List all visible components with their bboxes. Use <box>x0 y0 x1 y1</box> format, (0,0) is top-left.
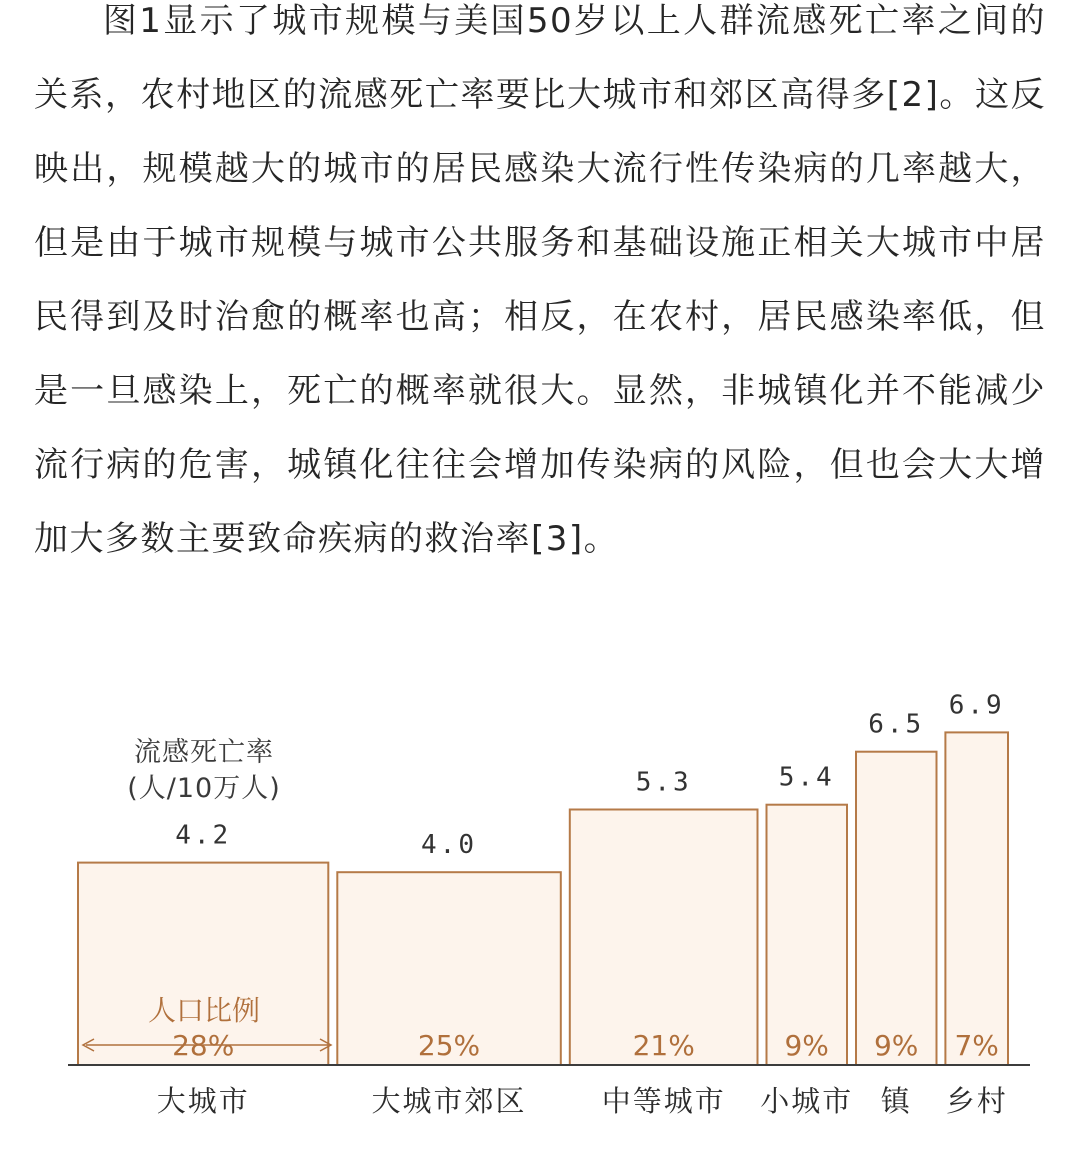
population-share-label-6: 7% <box>954 1029 999 1062</box>
category-label-3: 中等城市 <box>601 1084 726 1118</box>
article-text: 图1显示了城市规模与美国50岁以上人群流感死亡率之间的关系，农村地区的流感死亡率要比大城市和郊区高得多[2]。这反映出，规模越大的城市的居民感染大流行性传染病的几率越大，但是由于城市规模与城市公共服务和基础设施正相关大城市中居民得到及时治愈的概率也高；相反，在农村，居民感染率低，但是一旦感染上，死亡的概率就很大。显然，非城镇化并不能减少流行病的危害，城镇化往往会增加传染病的风险，但也会大大增加大多数主要致命疾病的救治率[3]。 <box>34 1 1046 559</box>
population-share-label-5: 9% <box>873 1029 919 1062</box>
article-paragraph <box>34 0 1046 576</box>
value-label-5: 6.5 <box>868 709 925 740</box>
bar-4 <box>767 805 848 1065</box>
population-share-label-3: 21% <box>632 1029 695 1062</box>
value-label-3: 5.3 <box>635 767 692 798</box>
bar-5 <box>856 752 937 1065</box>
population-share-label-4: 9% <box>784 1029 829 1062</box>
value-label-4: 5.4 <box>778 762 835 793</box>
population-share-label-1: 28% <box>172 1029 235 1062</box>
influenza-mortality-chart <box>0 660 1080 1153</box>
value-label-2: 4.0 <box>421 830 477 861</box>
category-label-5: 镇 <box>880 1084 912 1118</box>
category-label-1: 大城市 <box>156 1084 250 1118</box>
category-label-6: 乡村 <box>945 1084 1008 1118</box>
value-label-1: 4.2 <box>175 820 232 851</box>
population-share-label-2: 25% <box>417 1029 481 1062</box>
chart-svg <box>0 660 1080 1153</box>
bar-6 <box>945 732 1008 1065</box>
population-share-title: 人口比例 <box>147 994 261 1027</box>
y-axis-label-line1: 流感死亡率 <box>134 737 274 768</box>
category-label-4: 小城市 <box>760 1084 854 1118</box>
y-axis-label-line2: (人/10万人) <box>127 773 281 804</box>
category-label-2: 大城市郊区 <box>371 1084 527 1118</box>
value-label-6: 6.9 <box>948 690 1005 721</box>
bar-3 <box>570 810 758 1066</box>
